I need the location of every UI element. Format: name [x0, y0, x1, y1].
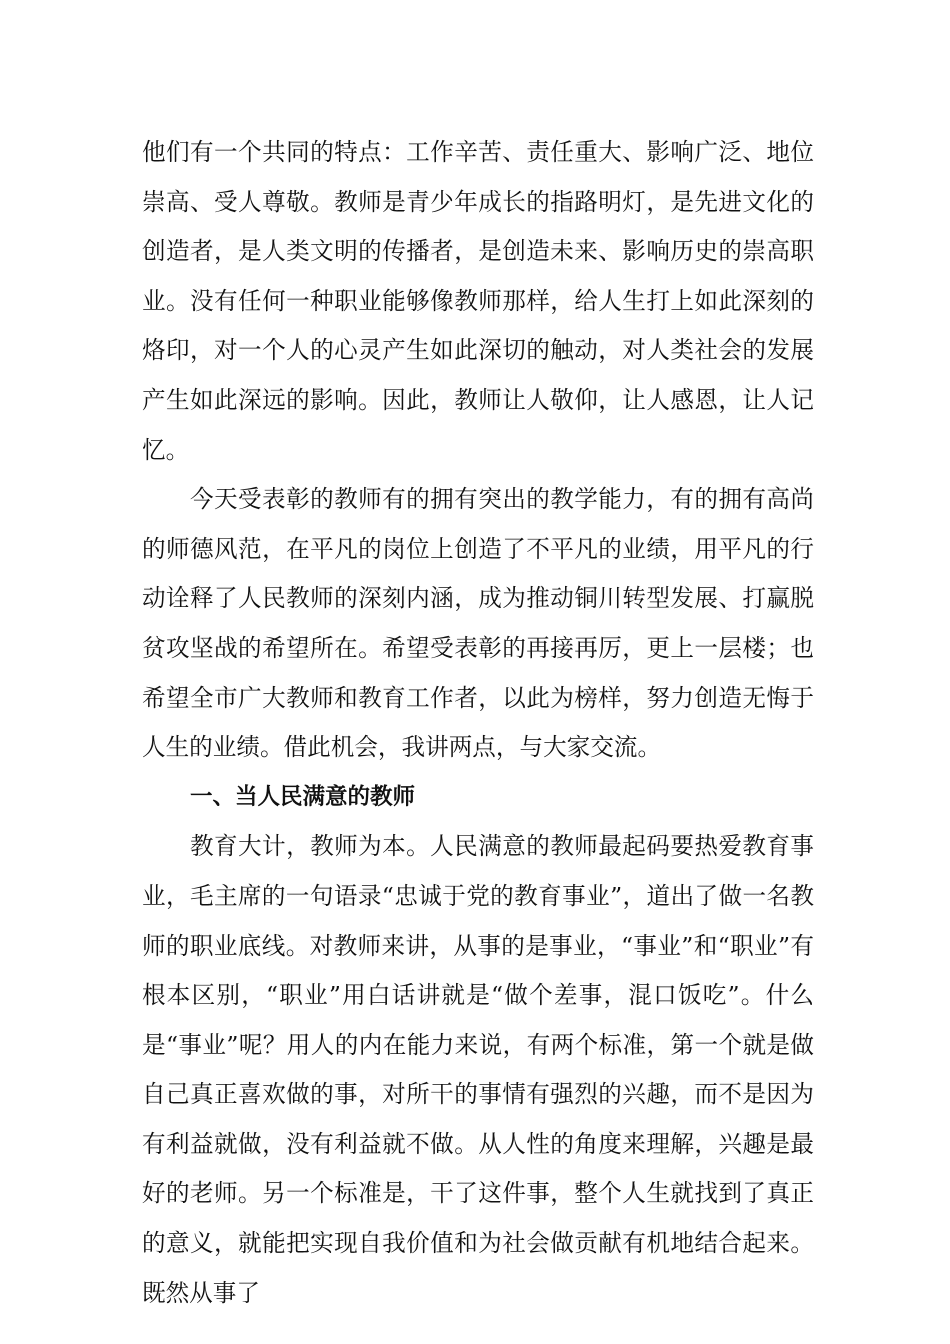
body-paragraph-3: 教育大计，教师为本。人民满意的教师最起码要热爱教育事业，毛主席的一句语录“忠诚于党的教育事业”，道出了做一名教师的职业底线。对教师来讲，从事的是事业，“事业”和“职业”有根本区别，“职业”用白话讲就是“做个差事，混口饭吃”。什么是“事业”呢？用人的内在能力来说，有两个标准，第一个就是做自己真正喜欢做的事，对所干的事情有强烈的兴趣，而不是因为有利益就做，没有利益就不做。从人性的角度来理解，兴趣是最好的老师。另一个标准是，干了这件事，整个人生就找到了真正的意义，就能把实现自我价值和为社会做贡献有机地结合起来。既然从事了: [142, 832, 814, 1307]
document-body: [142, 128, 814, 1318]
section-heading: 一、当人民满意的教师: [190, 783, 416, 810]
body-paragraph-1: 他们有一个共同的特点：工作辛苦、责任重大、影响广泛、地位崇高、受人尊敬。教师是青少年成长的指路明灯，是先进文化的创造者，是人类文明的传播者，是创造未来、影响历史的崇高职业。没有任何一种职业能够像教师那样，给人生打上如此深刻的烙印，对一个人的心灵产生如此深切的触动，对人类社会的发展产生如此深远的影响。因此，教师让人敬仰，让人感恩，让人记忆。: [142, 138, 814, 464]
body-paragraph-2: 今天受表彰的教师有的拥有突出的教学能力，有的拥有高尚的师德风范，在平凡的岗位上创造了不平凡的业绩，用平凡的行动诠释了人民教师的深刻内涵，成为推动铜川转型发展、打赢脱贫攻坚战的希望所在。希望受表彰的再接再厉，更上一层楼；也希望全市广大教师和教育工作者，以此为榜样，努力创造无悔于人生的业绩。借此机会，我讲两点，与大家交流。: [142, 485, 814, 762]
